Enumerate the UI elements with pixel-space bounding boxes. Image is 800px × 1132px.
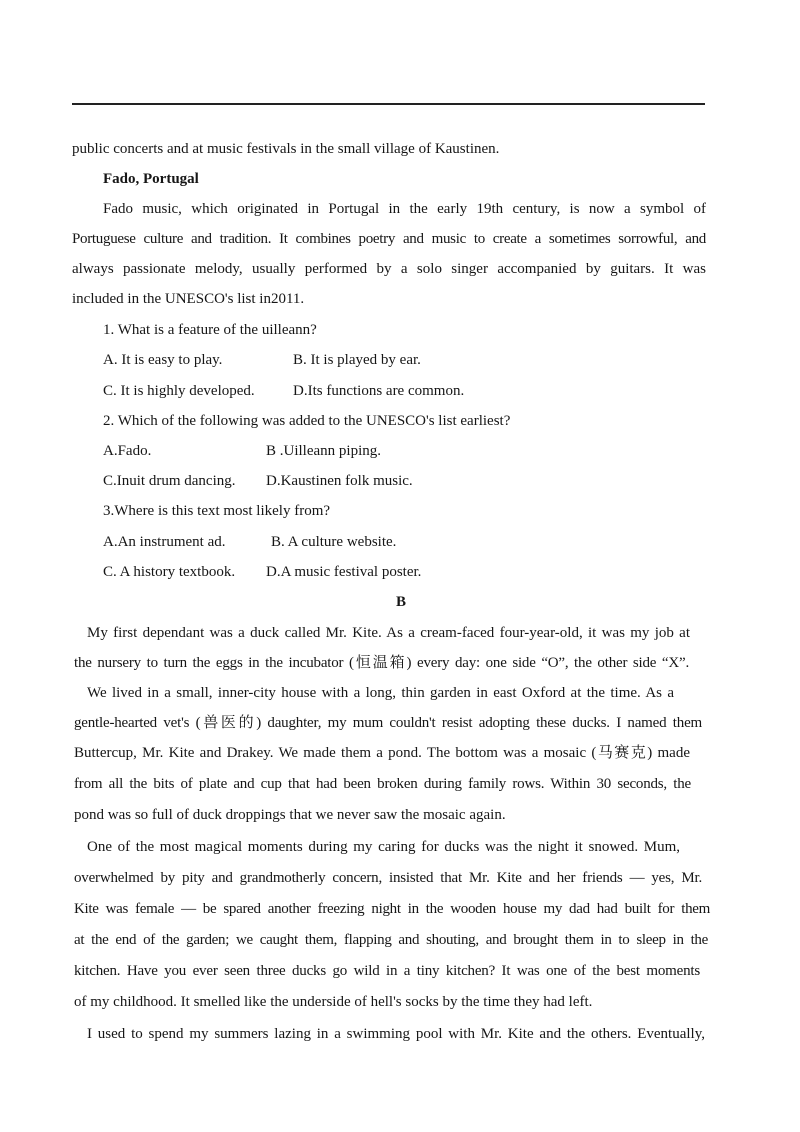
- passage-line: pond was so full of duck droppings that we never saw the mosaic again.: [74, 807, 506, 823]
- passage-line: My first dependant was a duck called Mr. Kite. As a cream-faced four-year-old, it was my job at: [87, 625, 690, 641]
- passage-line: Buttercup, Mr. Kite and Drakey. We made them a pond. The bottom was a mosaic (马赛克) made: [74, 745, 690, 761]
- fado-heading: Fado, Portugal: [103, 171, 199, 187]
- passage-line: the nursery to turn the eggs in the incubator (恒温箱) every day: one side “O”, the other side “X”.: [74, 655, 689, 671]
- fado-line-4: included in the UNESCO's list in2011.: [72, 291, 305, 307]
- fado-line-1: Fado music, which originated in Portugal in the early 19th century, is now a symbol of: [103, 201, 706, 217]
- question-1-option-b: B. It is played by ear.: [293, 352, 421, 368]
- passage-line: Kite was female — be spared another freezing night in the wooden house my dad had built for them: [74, 901, 710, 917]
- fado-line-3: always passionate melody, usually performed by a solo singer accompanied by guitars. It was: [72, 261, 706, 277]
- question-3-option-d: D.A music festival poster.: [266, 564, 422, 580]
- question-3-option-c: C. A history textbook.: [103, 564, 236, 580]
- passage-line: kitchen. Have you ever seen three ducks go wild in a tiny kitchen? It was one of the best moments: [74, 963, 700, 979]
- passage-line: from all the bits of plate and cup that had been broken during family rows. Within 30 seconds, the: [74, 776, 691, 792]
- header-rule: [72, 103, 705, 105]
- question-2-stem: 2. Which of the following was added to the UNESCO's list earliest?: [103, 413, 511, 429]
- passage-line: gentle-hearted vet's (兽医的) daughter, my mum couldn't resist adopting these ducks. I named them: [74, 715, 702, 731]
- question-3-stem: 3.Where is this text most likely from?: [103, 503, 331, 519]
- fado-line-2: Portuguese culture and tradition. It combines poetry and music to create a sometimes sorrowful, and: [72, 231, 706, 247]
- question-2-option-c: C.Inuit drum dancing.: [103, 473, 236, 489]
- passage-line: One of the most magical moments during my caring for ducks was the night it snowed. Mum,: [87, 839, 680, 855]
- question-1-option-d: D.Its functions are common.: [293, 383, 465, 399]
- passage-line: at the end of the garden; we caught them, flapping and shouting, and brought them in to sleep in the: [74, 932, 708, 948]
- question-1-option-a: A. It is easy to play.: [103, 352, 223, 368]
- question-2-option-b: B .Uilleann piping.: [266, 443, 381, 459]
- question-3-option-a: A.An instrument ad.: [103, 534, 226, 550]
- section-b-label: B: [396, 594, 407, 610]
- question-2-option-a: A.Fado.: [103, 443, 152, 459]
- question-2-option-d: D.Kaustinen folk music.: [266, 473, 413, 489]
- passage-line: I used to spend my summers lazing in a swimming pool with Mr. Kite and the others. Eventually,: [87, 1026, 705, 1042]
- passage-line: of my childhood. It smelled like the underside of hell's socks by the time they had left.: [74, 994, 593, 1010]
- question-1-option-c: C. It is highly developed.: [103, 383, 255, 399]
- passage-line: overwhelmed by pity and grandmotherly concern, insisted that Mr. Kite and her friends — yes, Mr.: [74, 870, 702, 886]
- passage-line: We lived in a small, inner-city house with a long, thin garden in east Oxford at the time. As a: [87, 685, 674, 701]
- continued-line: public concerts and at music festivals in the small village of Kaustinen.: [72, 141, 500, 157]
- question-3-option-b: B. A culture website.: [271, 534, 397, 550]
- question-1-stem: 1. What is a feature of the uilleann?: [103, 322, 317, 338]
